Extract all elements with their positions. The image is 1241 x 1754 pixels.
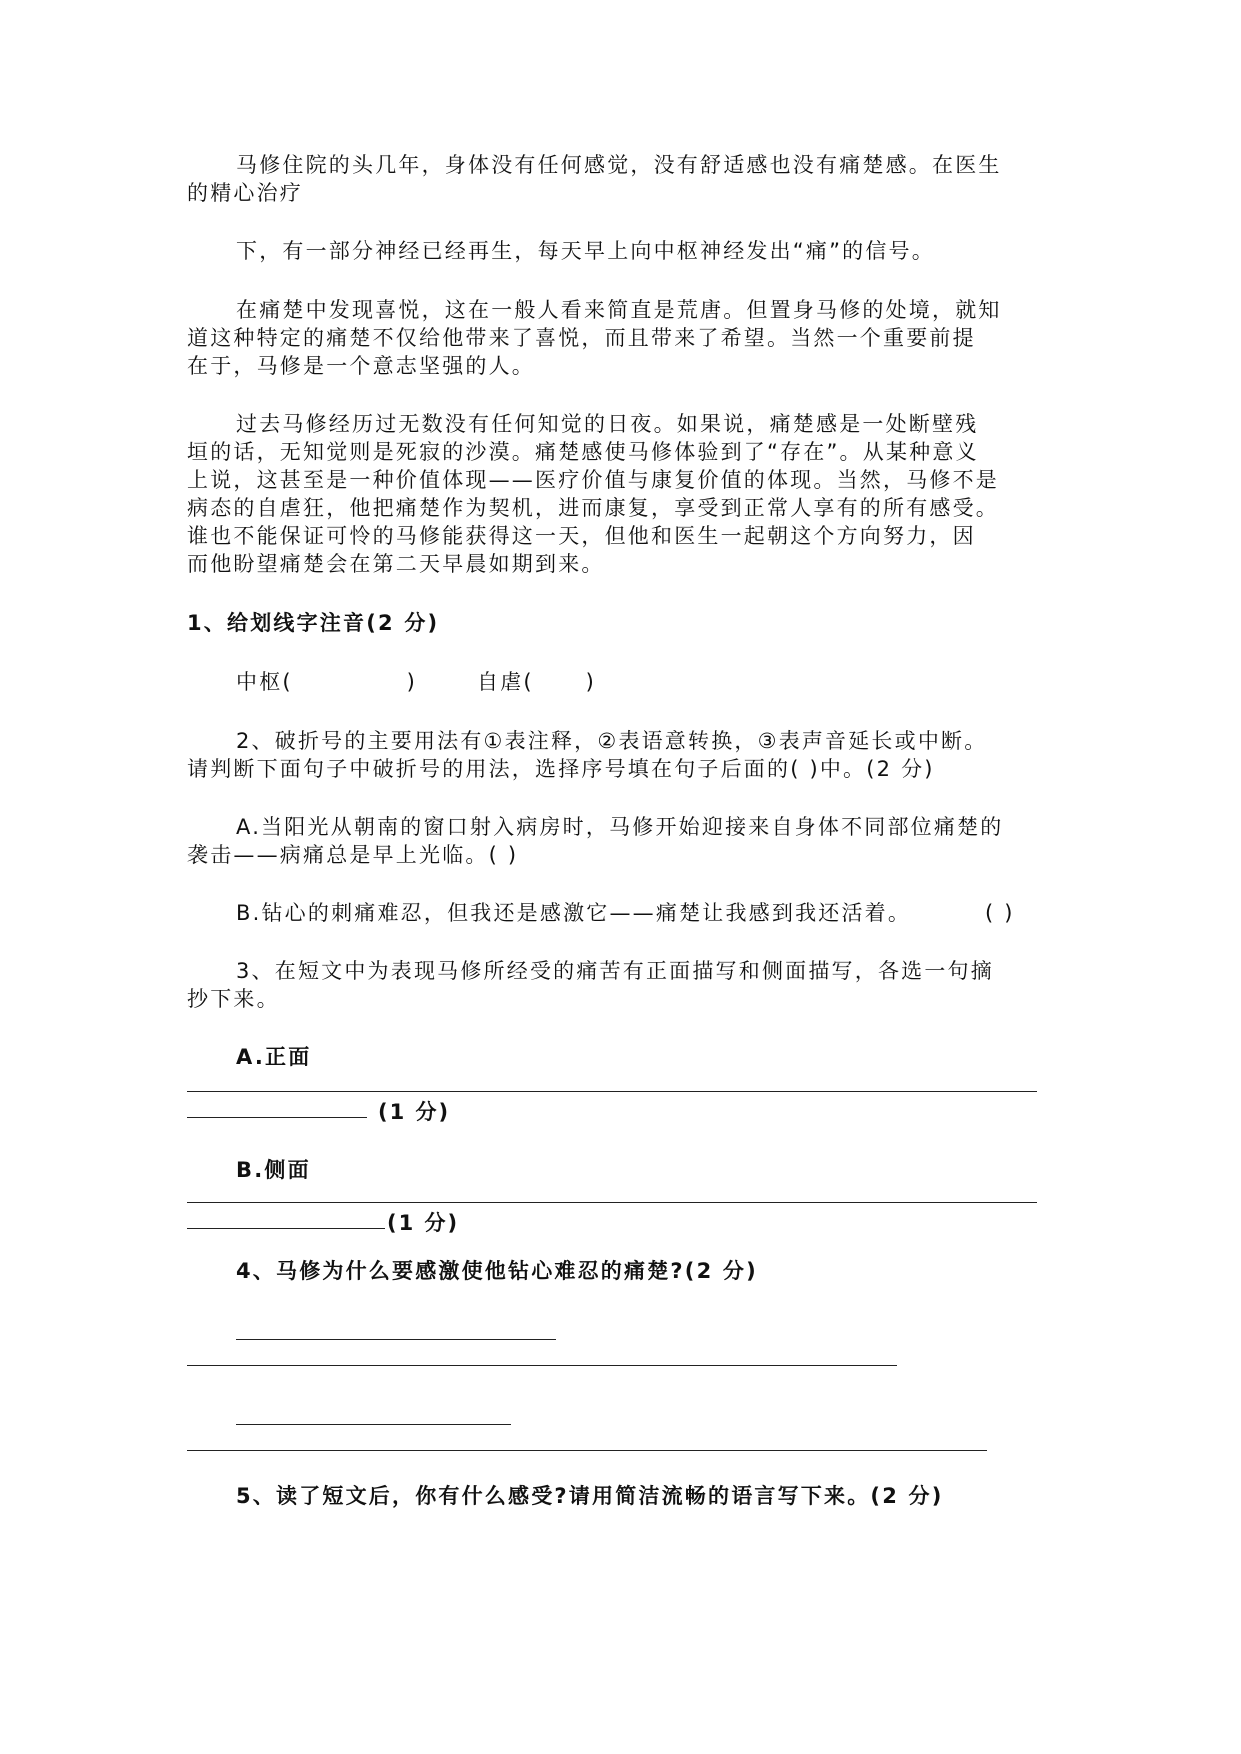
passage-p1-line1: 马修住院的头几年，身体没有任何感觉，没有舒适感也没有痛楚感。在医生 <box>236 153 1002 177</box>
q3b-answer-line-2[interactable] <box>187 1227 385 1229</box>
question-2b-answer-paren[interactable]: ( ) <box>985 901 1015 925</box>
question-3a-label: A.正面 <box>236 1045 312 1069</box>
passage-p2-line1: 下，有一部分神经已经再生，每天早上向中枢神经发出“痛”的信号。 <box>236 239 935 263</box>
q3a-answer-line-2[interactable] <box>187 1116 367 1118</box>
question-2-line1: 2、破折号的主要用法有①表注释，②表语意转换，③表声音延长或中断。 <box>236 729 988 753</box>
question-2a-line1: A.当阳光从朝南的窗口射入病房时，马修开始迎接来自身体不同部位痛楚的 <box>236 815 1004 839</box>
q4-answer-line-1b[interactable] <box>187 1364 897 1366</box>
passage-p4-line6: 而他盼望痛楚会在第二天早晨如期到来。 <box>187 552 605 576</box>
passage-p4-line4: 病态的自虐狂，他把痛楚作为契机，进而康复，享受到正常人享有的所有感受。 <box>187 496 999 520</box>
q4-answer-line-2b[interactable] <box>187 1449 987 1451</box>
question-1-title: 1、给划线字注音(2 分) <box>187 611 440 635</box>
q1-close-1: ) <box>406 670 417 694</box>
q3a-answer-line-1[interactable] <box>187 1090 1037 1092</box>
q4-answer-line-1a[interactable] <box>236 1338 556 1340</box>
passage-p3-line1: 在痛楚中发现喜悦，这在一般人看来简直是荒唐。但置身马修的处境，就知 <box>236 298 1002 322</box>
passage-p3-line2: 道这种特定的痛楚不仅给他带来了喜悦，而且带来了希望。当然一个重要前提 <box>187 326 976 350</box>
question-2b: B.钻心的刺痛难忍，但我还是感激它——痛楚让我感到我还活着。 <box>236 901 912 925</box>
question-4: 4、马修为什么要感激使他钻心难忍的痛楚?(2 分) <box>236 1259 758 1283</box>
question-3a-score: (1 分) <box>378 1100 451 1124</box>
q1-word-2: 自虐( <box>477 670 534 694</box>
question-3-line2: 抄下来。 <box>187 987 280 1011</box>
passage-p4-line3: 上说，这甚至是一种价值体现——医疗价值与康复价值的体现。当然，马修不是 <box>187 468 999 492</box>
passage-p4-line5: 谁也不能保证可怜的马修能获得这一天，但他和医生一起朝这个方向努力，因 <box>187 524 976 548</box>
question-2-line2: 请判断下面句子中破折号的用法，选择序号填在句子后面的( )中。(2 分) <box>187 757 935 781</box>
passage-p4-line2: 垣的话，无知觉则是死寂的沙漠。痛楚感使马修体验到了“存在”。从某种意义 <box>187 440 979 464</box>
question-3b-label: B.侧面 <box>236 1158 311 1182</box>
q3b-answer-line-1[interactable] <box>187 1201 1037 1203</box>
question-1-item-2 <box>477 668 677 696</box>
question-2a-line2: 袭击——病痛总是早上光临。( ) <box>187 843 519 867</box>
q4-answer-line-2a[interactable] <box>236 1423 511 1425</box>
question-5: 5、读了短文后，你有什么感受?请用简洁流畅的语言写下来。(2 分) <box>236 1484 944 1508</box>
q1-close-2: ) <box>585 670 596 694</box>
passage-p1-line2: 的精心治疗 <box>187 181 303 205</box>
question-3b-score: (1 分) <box>387 1211 460 1235</box>
passage-p3-line3: 在于，马修是一个意志坚强的人。 <box>187 354 535 378</box>
passage-p4-line1: 过去马修经历过无数没有任何知觉的日夜。如果说，痛楚感是一处断壁残 <box>236 412 979 436</box>
question-3-line1: 3、在短文中为表现马修所经受的痛苦有正面描写和侧面描写，各选一句摘 <box>236 959 994 983</box>
q1-word-1: 中枢( <box>236 670 293 694</box>
